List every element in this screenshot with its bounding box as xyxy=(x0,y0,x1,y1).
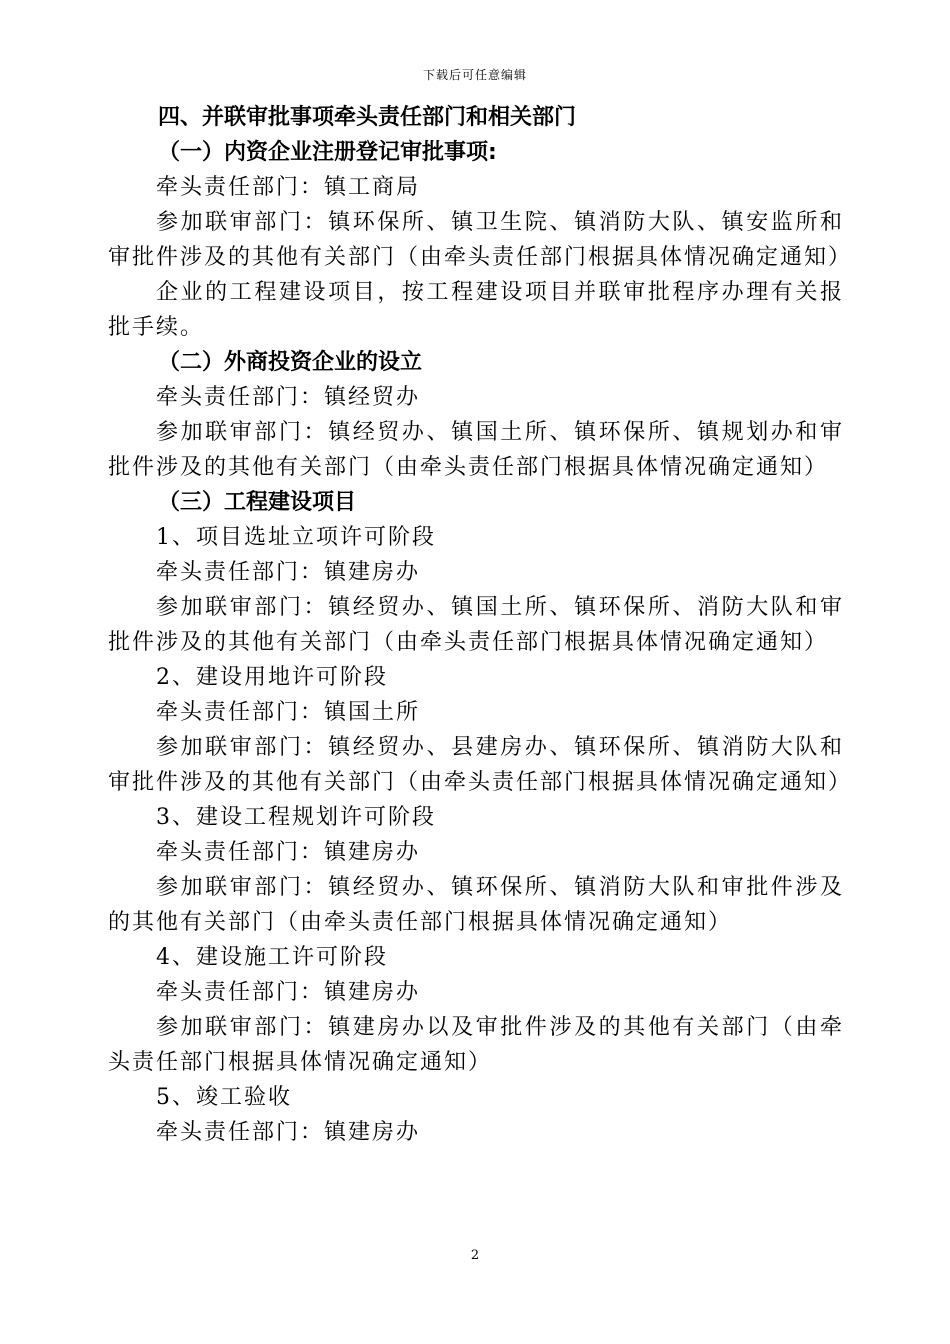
page-number: 2 xyxy=(470,1248,480,1263)
stage-1-lead-department: 牵头责任部门：镇建房办 xyxy=(156,560,421,585)
subsection-1-title: （一）内资企业注册登记审批事项: xyxy=(158,140,497,165)
subsection-2-title: （二）外商投资企业的设立 xyxy=(158,350,423,375)
stage-1-participating-departments: 参加联审部门：镇经贸办、镇国土所、镇环保所、消防大队和审批件涉及的其他有关部门（由牵头责任部门根据具体情况确定通知） xyxy=(108,595,844,655)
stage-3-name: 3、建设工程规划许可阶段 xyxy=(156,805,436,830)
stage-5-name: 5、竣工验收 xyxy=(156,1085,292,1110)
stage-4-name: 4、建设施工许可阶段 xyxy=(156,945,388,970)
document-body xyxy=(108,100,853,1150)
subsection-1-participating-departments: 参加联审部门：镇环保所、镇卫生院、镇消防大队、镇安监所和审批件涉及的其他有关部门（由牵头责任部门根据具体情况确定通知） xyxy=(108,210,853,270)
section-title: 四、并联审批事项牵头责任部门和相关部门 xyxy=(158,105,577,130)
subsection-2-lead-department: 牵头责任部门：镇经贸办 xyxy=(156,385,421,410)
subsection-3-title: （三）工程建设项目 xyxy=(158,490,357,515)
stage-5-lead-department: 牵头责任部门：镇建房办 xyxy=(156,1120,421,1145)
subsection-1-lead-department: 牵头责任部门：镇工商局 xyxy=(156,175,421,200)
stage-4-lead-department: 牵头责任部门：镇建房办 xyxy=(156,980,421,1005)
subsection-1-note: 企业的工程建设项目，按工程建设项目并联审批程序办理有关报批手续。 xyxy=(108,280,844,340)
stage-4-participating-departments: 参加联审部门：镇建房办以及审批件涉及的其他有关部门（由牵头责任部门根据具体情况确定通知） xyxy=(108,1015,844,1075)
stage-1-name: 1、项目选址立项许可阶段 xyxy=(156,525,436,550)
stage-3-participating-departments: 参加联审部门：镇经贸办、镇环保所、镇消防大队和审批件涉及的其他有关部门（由牵头责任部门根据具体情况确定通知） xyxy=(108,875,844,935)
page-header-note: 下载后可任意编辑 xyxy=(422,68,527,82)
stage-2-name: 2、建设用地许可阶段 xyxy=(156,665,388,690)
stage-2-lead-department: 牵头责任部门：镇国土所 xyxy=(156,700,421,725)
stage-3-lead-department: 牵头责任部门：镇建房办 xyxy=(156,840,421,865)
subsection-2-participating-departments: 参加联审部门：镇经贸办、镇国土所、镇环保所、镇规划办和审批件涉及的其他有关部门（由牵头责任部门根据具体情况确定通知） xyxy=(108,420,844,480)
stage-2-participating-departments: 参加联审部门：镇经贸办、县建房办、镇环保所、镇消防大队和审批件涉及的其他有关部门（由牵头责任部门根据具体情况确定通知） xyxy=(108,735,853,795)
